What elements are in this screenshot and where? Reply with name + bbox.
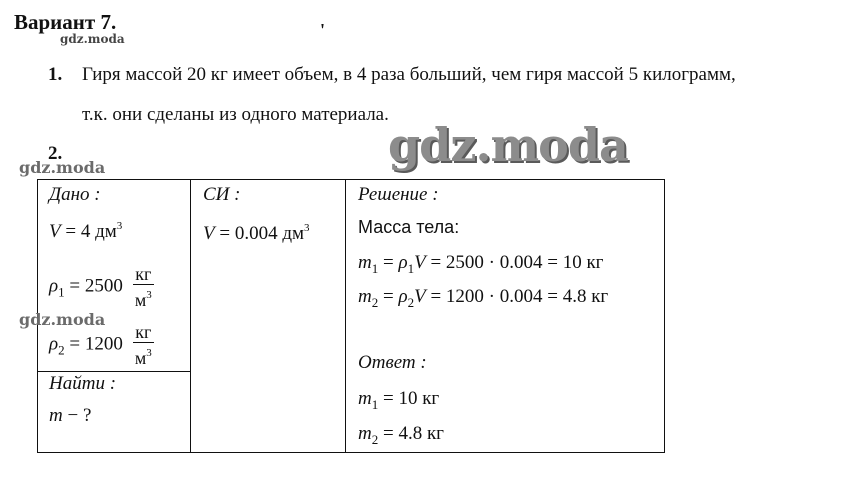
answer-m2: $m_2 = 4.8$ кг	[358, 423, 444, 447]
given-volume: V = 4 $дм^3$	[49, 220, 123, 242]
task1-line2: т.к. они сделаны из одного материала.	[82, 104, 389, 125]
table-divider-1	[190, 179, 191, 453]
watermark-top: gdz.moda	[60, 32, 125, 46]
task1-number: 1.	[48, 64, 63, 85]
given-density-1: $\rho_1 = 2500$ $\frac{кг}{м^3}$	[49, 264, 152, 310]
table-divider-2	[345, 179, 346, 453]
given-header: Дано :	[49, 184, 101, 205]
stray-mark: '	[320, 20, 326, 40]
solution-header: Решение :	[358, 184, 439, 205]
page-title: Вариант 7.	[14, 10, 117, 34]
equation-m2: $m_2 = \rho_2V = 1200 \cdot 0.004 = 4.8$ кг	[358, 286, 609, 310]
density-2-unit: $\frac{кг}{м^3}$	[134, 322, 152, 368]
task1-line1: Гиря массой 20 кг имеет объем, в 4 раза больший, чем гиря массой 5 килограмм,	[82, 64, 736, 85]
answer-header: Ответ :	[358, 352, 427, 373]
watermark-left-lower: gdz.moda	[19, 310, 106, 329]
si-volume: V = 0.004 $дм^3$	[203, 222, 310, 244]
given-find-divider	[37, 371, 191, 372]
find-header: Найти :	[49, 373, 117, 394]
given-density-2: $\rho_2 = 1200$ $\frac{кг}{м^3}$	[49, 322, 152, 368]
watermark-left-upper: gdz.moda	[19, 158, 106, 177]
find-mass: m − ?	[49, 405, 92, 426]
task2-number: 2.	[48, 143, 63, 164]
density-1-unit: $\frac{кг}{м^3}$	[134, 264, 152, 310]
table-top-border	[37, 179, 665, 180]
si-header: СИ :	[203, 184, 241, 205]
equation-m1: $m_1 = \rho_1V = 2500 \cdot 0.004 = 10$ кг	[358, 252, 604, 276]
table-bottom-border	[37, 452, 665, 453]
watermark-center: gdz.moda	[388, 118, 628, 172]
answer-m1: $m_1 = 10$ кг	[358, 388, 440, 412]
table-right-border	[664, 179, 665, 453]
mass-label: Масса тела:	[358, 217, 460, 237]
